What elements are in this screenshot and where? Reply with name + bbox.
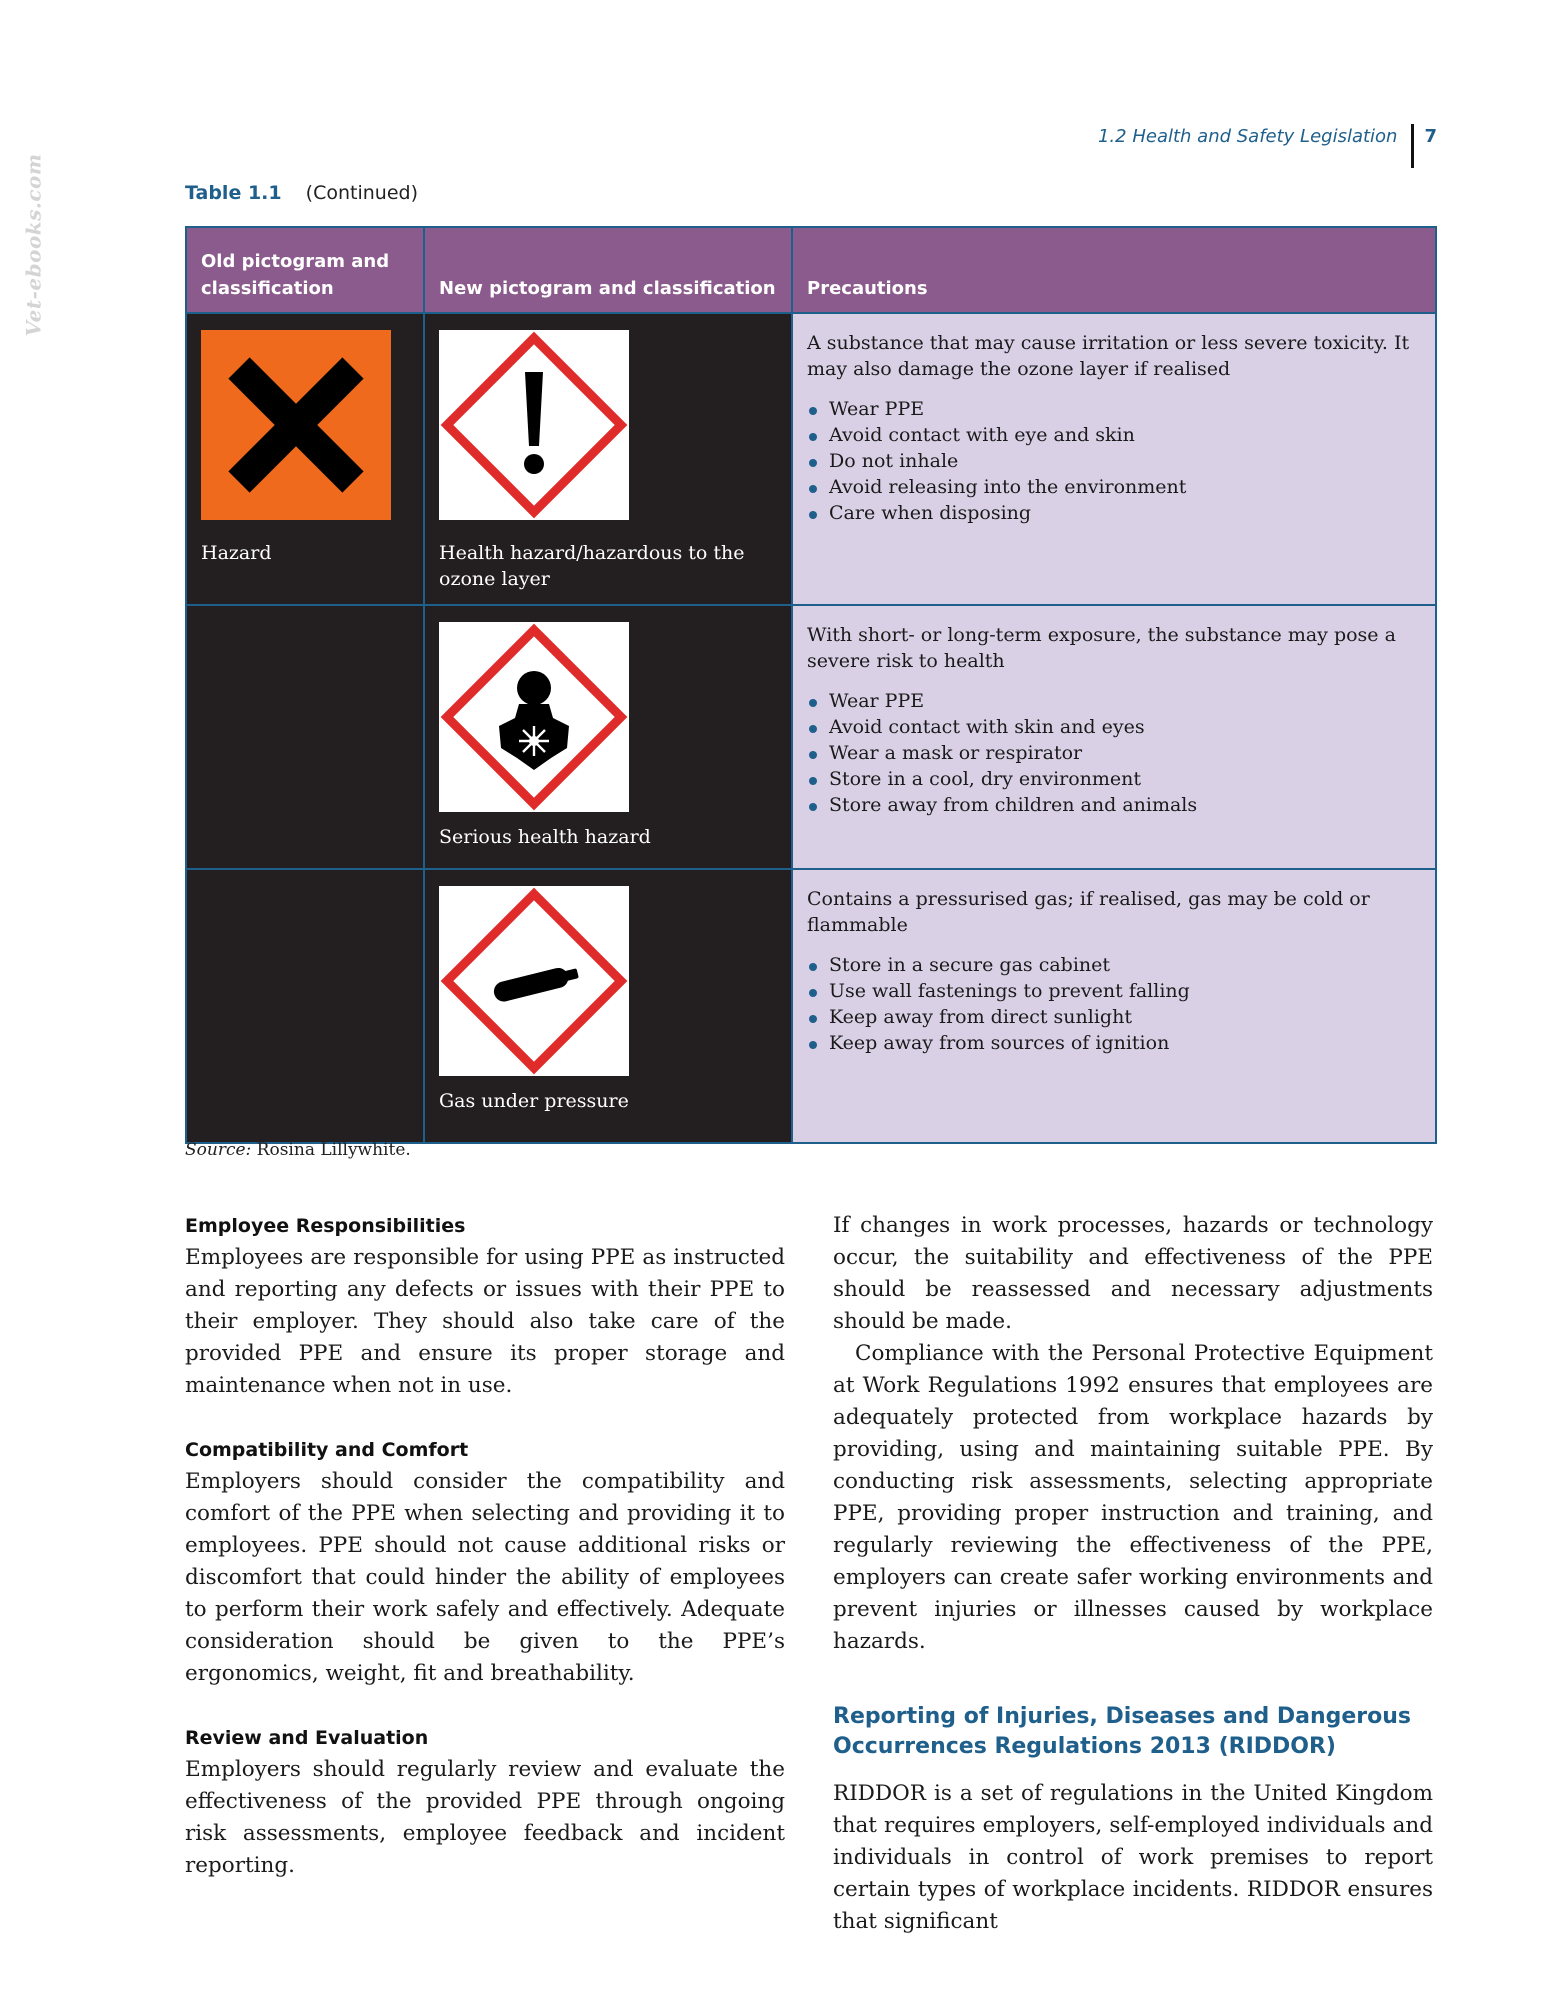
source-label: Source: <box>185 1140 252 1160</box>
list-item: Wear a mask or respirator <box>807 740 1421 766</box>
header-old-pictogram: Old pictogram and classification <box>186 227 424 313</box>
list-item: Keep away from direct sunlight <box>807 1004 1421 1030</box>
left-column <box>185 1210 785 1882</box>
list-item: Avoid contact with eye and skin <box>807 422 1421 448</box>
section-heading: Employee Responsibilities <box>185 1215 466 1237</box>
table-caption <box>185 182 418 204</box>
list-item: Keep away from sources of ignition <box>807 1030 1421 1056</box>
table-continued: (Continued) <box>305 182 418 204</box>
new-pictogram-caption: Serious health hazard <box>439 826 651 848</box>
table-row <box>186 605 1436 869</box>
exclamation-mark-icon <box>439 330 629 520</box>
precaution-description: A substance that may cause irritation or less severe toxicity. It may also damage the ozone layer if realised <box>807 332 1410 380</box>
old-pictogram-cell <box>186 313 424 605</box>
gas-cylinder-icon <box>439 886 629 1076</box>
precaution-list <box>807 396 1421 526</box>
new-pictogram-caption: Health hazard/hazardous to the ozone layer <box>439 542 745 590</box>
table-row <box>186 869 1436 1143</box>
paragraph: Employers should regularly review and evaluate the effectiveness of the provided PPE through ongoing risk assessments, employee feedback and incident reporting. <box>185 1757 785 1878</box>
list-item: Store in a secure gas cabinet <box>807 952 1421 978</box>
source-text: Rosina Lillywhite. <box>256 1140 411 1160</box>
list-item: Store in a cool, dry environment <box>807 766 1421 792</box>
paragraph: Compliance with the Personal Protective Equipment at Work Regulations 1992 ensures that employees are adequately protected from workplace hazards by providing, using and maintaining suitable PPE. By conducting risk assessments, selecting appropriate PPE, providing proper instruction and training, and regularly reviewing the effectiveness of the PPE, employers can create safer working environments and prevent injuries or illnesses caused by workplace hazards. <box>833 1341 1433 1654</box>
list-item: Store away from children and animals <box>807 792 1421 818</box>
list-item: Wear PPE <box>807 688 1421 714</box>
table-header-row <box>186 227 1436 313</box>
table-source <box>185 1140 411 1160</box>
header-precautions: Precautions <box>792 227 1436 313</box>
old-pictogram-cell <box>186 605 424 869</box>
paragraph: Employees are responsible for using PPE as instructed and reporting any defects or issues with their PPE to their employer. They should also take care of the provided PPE and ensure its proper storage and maintenance when not in use. <box>185 1245 785 1398</box>
list-item: Do not inhale <box>807 448 1421 474</box>
section-heading: Review and Evaluation <box>185 1727 429 1749</box>
precautions-cell <box>792 605 1436 869</box>
precaution-list <box>807 952 1421 1056</box>
new-pictogram-cell <box>424 869 792 1143</box>
paragraph: Employers should consider the compatibility and comfort of the PPE when selecting and providing it to employees. PPE should not cause additional risks or discomfort that could hinder the ability of employees to perform their work safely and effectively. Adequate consideration should be given to the PPE’s ergonomics, weight, fit and breathability. <box>185 1469 785 1686</box>
new-pictogram-cell <box>424 313 792 605</box>
new-pictogram-cell <box>424 605 792 869</box>
precaution-description: Contains a pressurised gas; if realised, gas may be cold or flammable <box>807 888 1370 936</box>
right-column <box>833 1210 1433 1938</box>
section-heading: Compatibility and Comfort <box>185 1439 469 1461</box>
riddor-heading: Reporting of Injuries, Diseases and Dangerous Occurrences Regulations 2013 (RIDDOR) <box>833 1704 1412 1759</box>
health-hazard-icon <box>439 622 629 812</box>
list-item: Care when disposing <box>807 500 1421 526</box>
table-row <box>186 313 1436 605</box>
header-divider <box>1411 124 1414 168</box>
hazard-table <box>185 226 1437 1144</box>
precautions-cell <box>792 869 1436 1143</box>
paragraph: RIDDOR is a set of regulations in the United Kingdom that requires employers, self-employed individuals and individuals in control of work premises to report certain types of workplace incidents. RIDDOR ensures that significant <box>833 1781 1433 1934</box>
header-new-pictogram: New pictogram and classification <box>424 227 792 313</box>
list-item: Wear PPE <box>807 396 1421 422</box>
precaution-description: With short- or long-term exposure, the substance may pose a severe risk to health <box>807 624 1396 672</box>
watermark-text: Vet-ebooks.com <box>22 153 46 337</box>
harmful-x-icon <box>201 330 391 520</box>
list-item: Avoid contact with skin and eyes <box>807 714 1421 740</box>
new-pictogram-caption: Gas under pressure <box>439 1090 629 1112</box>
precautions-cell <box>792 313 1436 605</box>
list-item: Use wall fastenings to prevent falling <box>807 978 1421 1004</box>
watermark <box>14 153 54 337</box>
running-head <box>1098 124 1437 166</box>
old-pictogram-cell <box>186 869 424 1143</box>
old-pictogram-caption: Hazard <box>201 542 272 564</box>
page-number: 7 <box>1424 126 1437 147</box>
precaution-list <box>807 688 1421 818</box>
section-title: 1.2 Health and Safety Legislation <box>1097 126 1398 147</box>
table-label: Table 1.1 <box>185 182 282 204</box>
paragraph: If changes in work processes, hazards or technology occur, the suitability and effectiveness of the PPE should be reassessed and necessary adjustments should be made. <box>833 1213 1433 1334</box>
list-item: Avoid releasing into the environment <box>807 474 1421 500</box>
